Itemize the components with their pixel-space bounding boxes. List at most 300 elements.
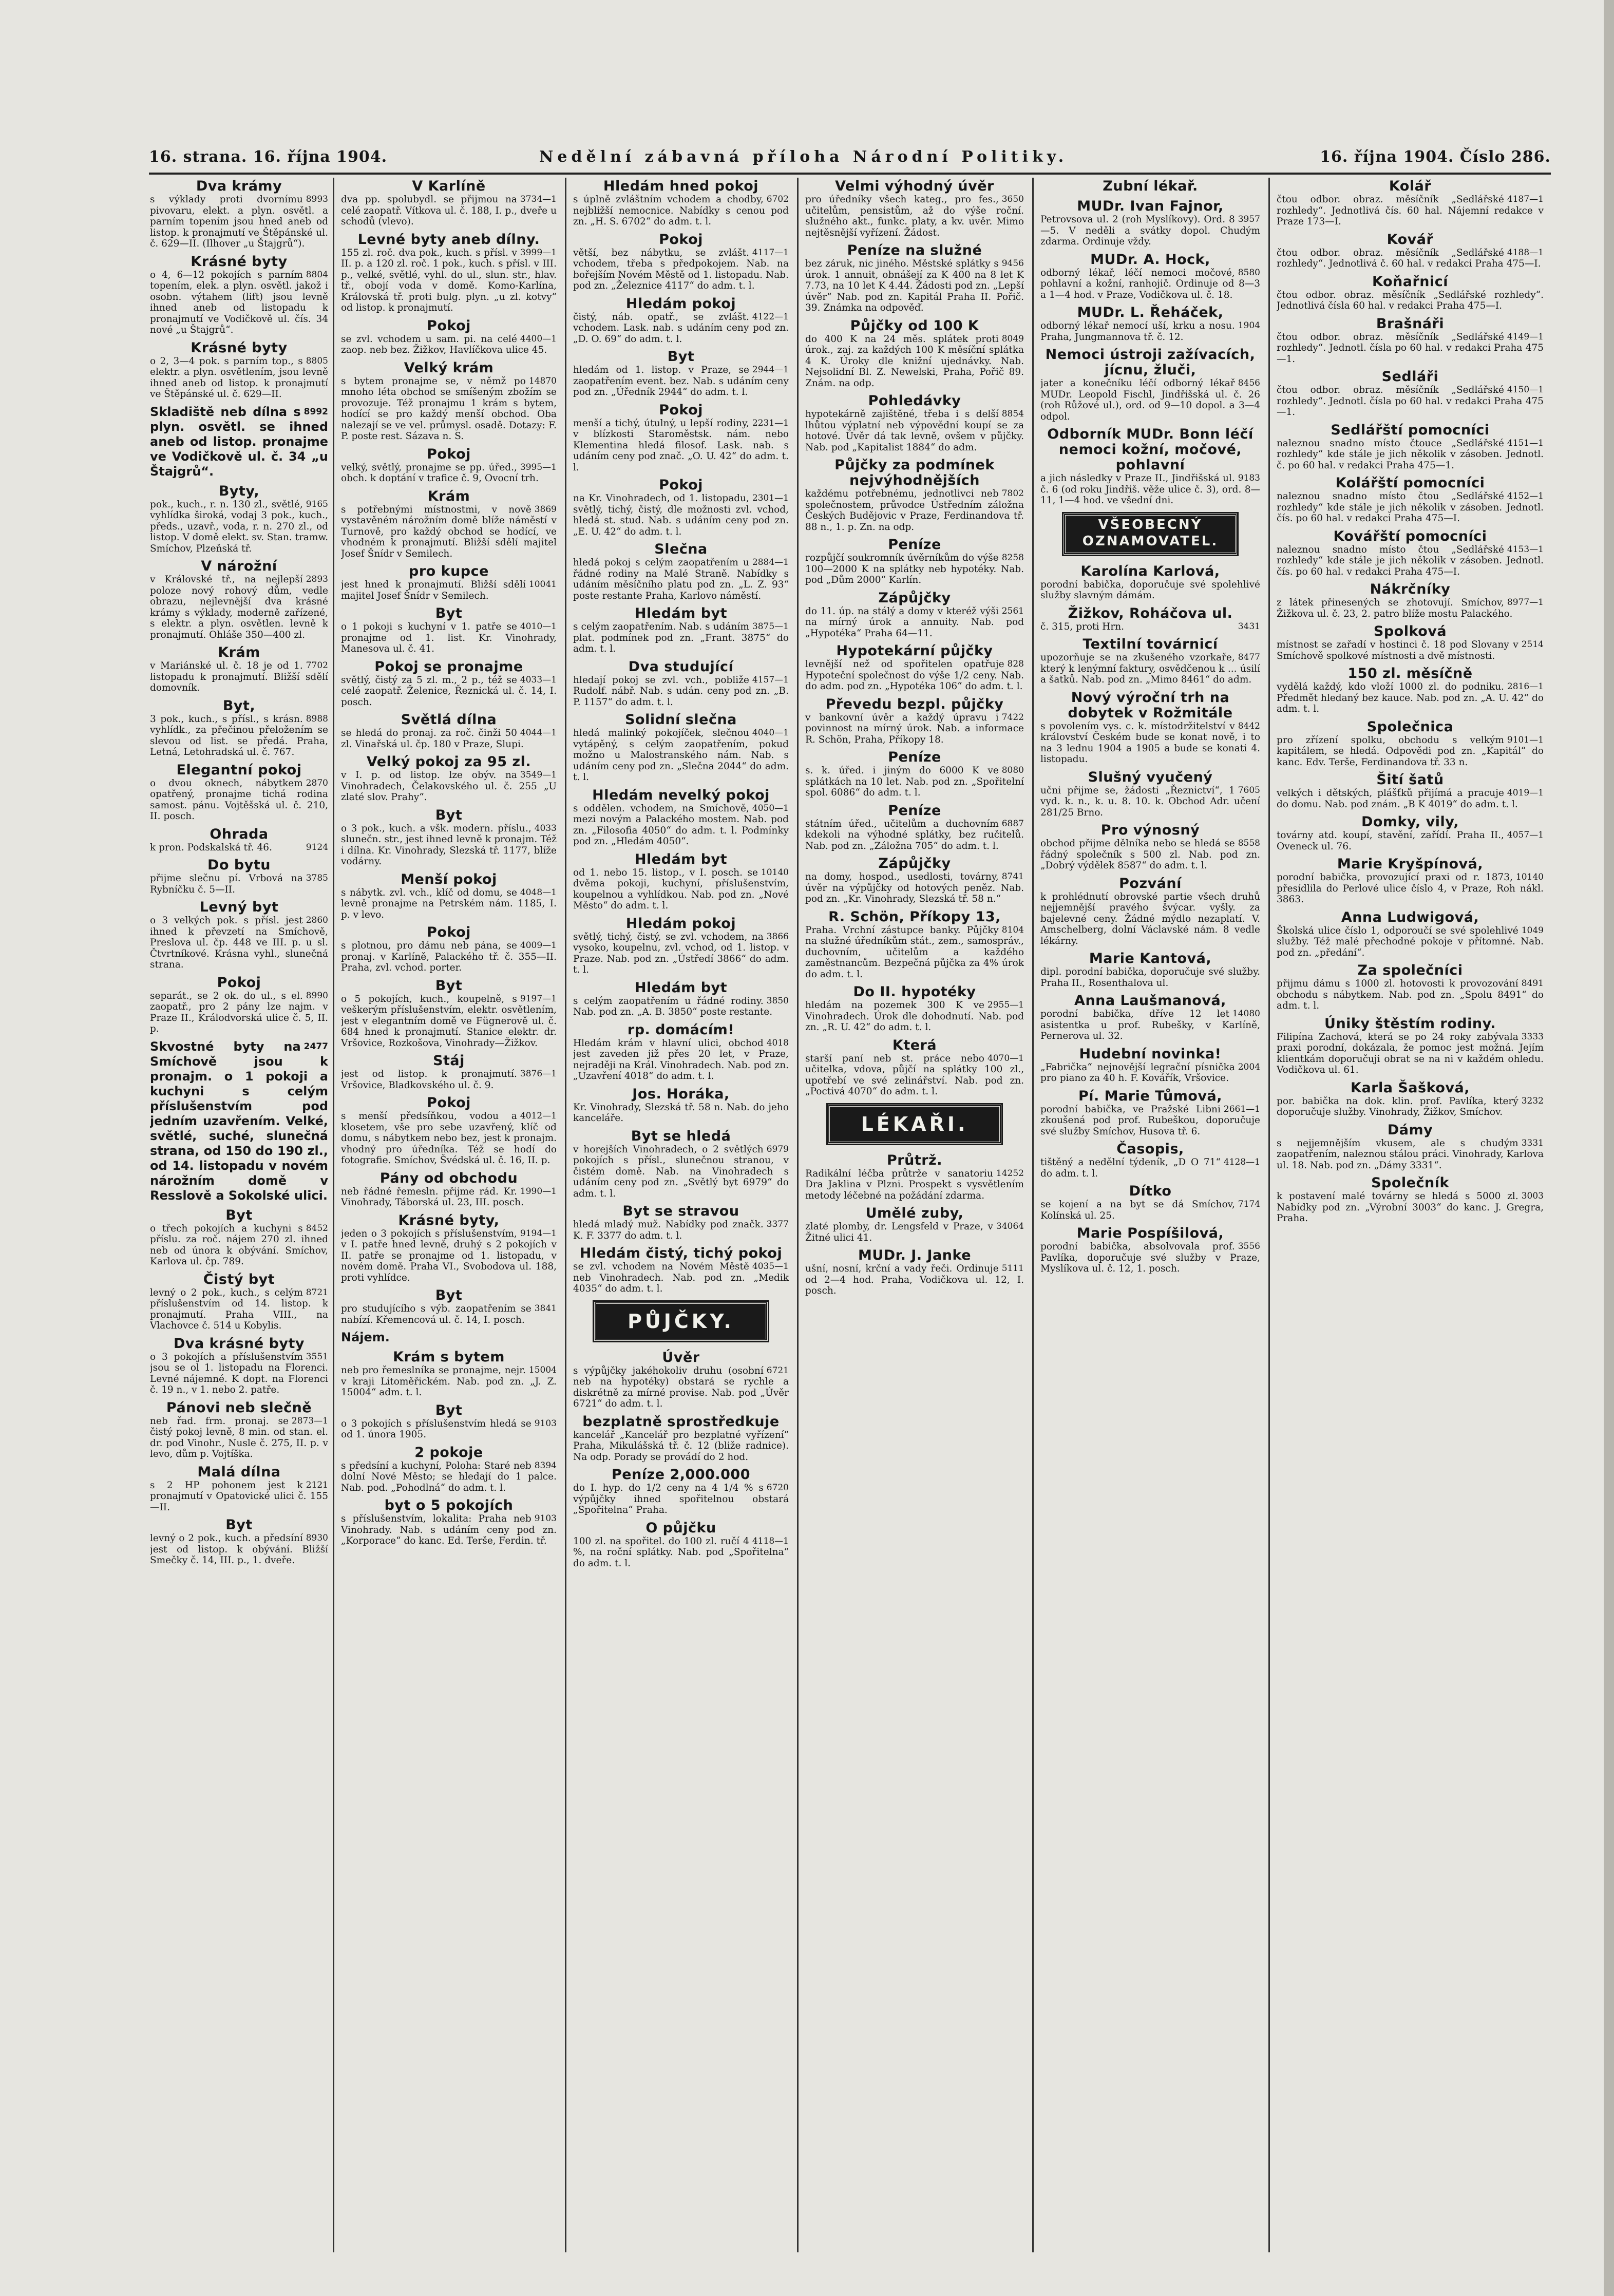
- ad-title: Byty,: [218, 483, 260, 499]
- classified-ad: [805, 318, 1024, 389]
- ad-title: Byt: [225, 1517, 253, 1533]
- ad-reference-number: 3232: [1521, 1095, 1544, 1106]
- classified-ad: [1040, 1047, 1260, 1084]
- ad-reference-number: 4070—1: [987, 1053, 1024, 1064]
- ad-title: Hledám byt: [634, 979, 728, 996]
- ad-text-block: [150, 405, 328, 479]
- ad-text-block: [150, 499, 328, 555]
- ad-text-block: [573, 932, 789, 976]
- classified-ad: [1277, 1016, 1544, 1076]
- ad-title: MUDr. A. Hock,: [1090, 251, 1210, 268]
- ad-text-block: [1040, 966, 1260, 989]
- ad-text-block: [1040, 378, 1260, 422]
- ad-body: s povolením vys. c. k. místodržitelství v království Českém bude se konat nově, i to na 3 lednu 1904 a 1905 a bude se konati 4. listopadu.: [1040, 720, 1260, 765]
- classified-ad: [341, 360, 557, 442]
- ad-reference-number: 4044—1: [520, 728, 557, 738]
- ad-title: V Karlíně: [412, 179, 486, 194]
- ad-body: hledám na pozemek 300 K ve Vinohradech. Úrok dle dohodnutí. Nab. pod zn. „R. U. 42“ do adm. t. l.: [805, 1000, 1024, 1033]
- classified-ad: [341, 754, 557, 803]
- ad-body: Praha. Vrchní zástupce banky. Půjčky na služné úředníkům stát., zem., samospráv., duchovním, učitelům a každého zaměstnancům. Bezpečná půjčka za 4% úrok do adm. t. l.: [805, 924, 1024, 980]
- ad-text-block: [150, 356, 328, 400]
- classified-ad: [150, 827, 328, 853]
- classified-ad: [573, 232, 789, 292]
- ad-title: Byt,: [222, 697, 256, 714]
- classified-ad: [341, 925, 557, 974]
- classified-ad: [805, 1105, 1024, 1144]
- ad-reference-number: 8741: [1001, 871, 1024, 882]
- column-divider: [333, 178, 334, 2252]
- ad-reference-number: 2231—1: [752, 418, 789, 428]
- ad-body: učni přijme se, žádosti „Řeznictví“, 1 vyd. k. n., k. u. 8. 10. k. Obchod Adr. učení 281/25 Brno.: [1040, 785, 1260, 818]
- classified-ad: [1040, 305, 1260, 343]
- ad-reference-number: 3866: [766, 931, 789, 942]
- classified-ad: [1040, 823, 1260, 871]
- classified-ad: [573, 916, 789, 976]
- ad-text-block: [573, 1144, 789, 1200]
- ad-reference-number: 3785: [306, 873, 328, 883]
- ad-text-block: [805, 819, 1024, 852]
- ad-body: k prohlédnutí obrovské partie všech druhů nejjemnější pravého švýcar. vyšly. za bajelevné ceny. Žádné mýdlo nezaplatí. V. Amschelberg, dolní Václavské nám. 8 vedle lékárny.: [1040, 891, 1260, 946]
- ad-text-block: [341, 1513, 557, 1547]
- ad-title: Hledám pokoj: [625, 915, 736, 932]
- ad-title: Světlá dílna: [401, 712, 497, 728]
- ad-text-block: [150, 714, 328, 758]
- ad-body: obchod přijme dělníka nebo se hledá se řádný společník s 500 zl. Nab. pod zn. „Dobrý výdělek 8587“ do adm. t. l.: [1040, 838, 1260, 871]
- ad-reference-number: 9101—1: [1507, 734, 1544, 745]
- ad-title: Kolář: [1389, 179, 1432, 194]
- ad-body: odborný lékař nemocí uší, krku a nosu. Praha, Jungmannova tř. č. 12.: [1040, 320, 1235, 343]
- classified-ad: [573, 542, 789, 601]
- ad-body: v Královské tř., na nejlepší poloze nový rohový dům, vedle obrazu, nejlevnější dva krásné krámy s výklady, moderně zařízené, s elektr. a plyn. osvětlen. levně k pronajmutí. Ohláše 350—400 zl.: [150, 574, 328, 640]
- ad-text-block: [805, 194, 1024, 238]
- section-banner: PŮJČKY.: [594, 1302, 768, 1341]
- ad-title: Hledám nevelký pokoj: [592, 787, 770, 803]
- ad-body: s plotnou, pro dámu neb pána, se pronaj. v Karlíně, Palackého tř. č. 355—II. Praha, zvl. vchod. porter.: [341, 940, 557, 973]
- ad-reference-number: 3431: [1238, 621, 1260, 632]
- ad-text-block: [1040, 1157, 1260, 1179]
- column-divider: [1268, 178, 1270, 2252]
- ad-reference-number: 8854: [1001, 409, 1024, 419]
- ad-body: k postavení malé továrny se hledá s 5000 zl. Nabídky pod zn. „Výrobní 3003“ do kanc. J. Gregra, Praha.: [1277, 1191, 1544, 1224]
- classified-ad: [341, 978, 557, 1049]
- classified-ad: [341, 1445, 557, 1494]
- classified-ad: [805, 458, 1024, 533]
- page-header: [149, 148, 1551, 170]
- classified-ad: [150, 340, 328, 400]
- ad-text-block: [150, 842, 328, 853]
- ad-text-block: [1040, 579, 1260, 601]
- ad-text-block: [341, 248, 557, 314]
- ad-body: jater a konečníku léčí odborný lékař MUDr. Leopold Fischl, Jindřišská ul. č. 26 (roh Růžové ul.), ord. od 9—10 dopol. a 3—4 odpol.: [1040, 378, 1260, 422]
- ad-reference-number: 7605: [1238, 785, 1260, 795]
- classified-ad: [1040, 252, 1260, 301]
- ad-title: Pokoj se pronajme: [374, 658, 523, 675]
- ad-body: upozorňuje se na zkušeného vzorkaře, který k lenýmní faktury, osvědčenou k ... úsilí a šatků. Nab. pod zn. „Mimo 8461“ do adm.: [1040, 652, 1260, 685]
- ad-reference-number: 4157—1: [752, 674, 789, 685]
- ad-reference-number: 8394: [534, 1460, 557, 1471]
- classified-ad: [341, 564, 557, 601]
- ad-title: Velmi výhodný úvěr: [835, 179, 994, 194]
- ad-reference-number: 4128—1: [1223, 1157, 1260, 1167]
- ad-reference-number: 3003: [1521, 1191, 1544, 1201]
- classified-ad: [805, 179, 1024, 238]
- ad-text-block: [1040, 268, 1260, 301]
- ad-title: Průtrž.: [886, 1152, 943, 1168]
- ad-reference-number: 10140: [1515, 872, 1544, 882]
- classified-ad: [150, 559, 328, 640]
- ad-title: Byt: [435, 1287, 463, 1303]
- classified-ad: [150, 484, 328, 555]
- ad-text-block: [805, 871, 1024, 905]
- classified-ad: [150, 1517, 328, 1566]
- classified-ad: [150, 900, 328, 971]
- classified-ad: [805, 750, 1024, 799]
- ad-body: větší, bez nábytku, se zvlášt. vchodem, třeba s předpokojem. Nab. na bořejším Novém Městě od 1. listopadu. Nab. pod zn. „Železnice 4117“ do adm. t. l.: [573, 247, 789, 291]
- ad-body: porodní babička, absolvovala prof. Pavlíka, doporučuje své služby v Praze, Myslíkova ul. č. 12, 1. posch.: [1040, 1241, 1260, 1274]
- ad-text-block: [1277, 830, 1544, 852]
- ad-text-block: [1277, 735, 1544, 768]
- ad-reference-number: 10140: [761, 867, 789, 878]
- classified-ad: [573, 1302, 789, 1341]
- ad-text-block: [150, 991, 328, 1035]
- ad-reference-number: 2860: [306, 915, 328, 925]
- classified-ad: [573, 606, 789, 655]
- ad-text-block: [1277, 332, 1544, 365]
- ad-reference-number: 2873—1: [291, 1415, 328, 1426]
- ad-title: Společnica: [1366, 718, 1454, 735]
- ad-reference-number: 8721: [306, 1287, 328, 1298]
- ad-reference-number: 8477: [1238, 652, 1260, 662]
- ad-title: Krásné byty,: [398, 1212, 500, 1228]
- ad-title: Velký pokoj za 95 zl.: [366, 754, 531, 770]
- classified-column-2: [341, 179, 557, 2253]
- ad-title: Slušný vyučený: [1088, 769, 1213, 785]
- ad-text-block: [150, 915, 328, 971]
- ad-reference-number: 4118—1: [752, 1535, 789, 1546]
- ad-title: Stáj: [433, 1053, 465, 1069]
- classified-ad: [573, 1129, 789, 1200]
- classified-ad: [150, 405, 328, 479]
- ad-reference-number: 2661—1: [1223, 1104, 1260, 1114]
- ad-reference-number: 3556: [1238, 1241, 1260, 1251]
- ad-text-block: [1277, 872, 1544, 905]
- ad-title: Brašnáři: [1376, 315, 1445, 332]
- ad-text-block: [1277, 681, 1544, 715]
- ad-body: Kr. Vinohrady, Slezská tř. 58 n. Nab. do jeho kanceláře.: [573, 1102, 789, 1124]
- ad-title: Dva krámy: [196, 179, 282, 194]
- ad-title: Peníze: [888, 749, 941, 765]
- ad-body: přijmu dámu s 1000 zl. hotovosti k provozování obchodu s nábytkem. Nab. pod zn. „Spolu 8491“ do adm. t. l.: [1277, 978, 1544, 1011]
- classified-ad: [1040, 514, 1260, 555]
- classified-ad: [150, 763, 328, 822]
- ad-body: Filipína Zachová, která se po 24 roky zabývala praxi porodní, dokázala, že pomoc jest možná. Jejím klientkám doporučuji obrat se na ni v každém ohledu. Vodičkova ul. 61.: [1277, 1031, 1544, 1075]
- ad-title: Pokoj: [427, 446, 471, 462]
- classified-ad: [150, 698, 328, 758]
- ad-text-block: [573, 418, 789, 473]
- ad-reference-number: 8805: [306, 355, 328, 366]
- ad-body: levný o 2 pok., kuch., s celým příslušenstvím od 14. listop. k pronajmutí. Praha VIII., na Vlachovce č. 514 u Kobylis.: [150, 1287, 328, 1331]
- ad-text-block: [1277, 1138, 1544, 1171]
- ad-body: neb řádné řemesln. přijme rád. Kr. Vinohrady, Táborská ul. 23, III. posch.: [341, 1186, 524, 1208]
- ad-title: Úvěr: [662, 1349, 700, 1365]
- ad-body: o 3 pok., kuch. a všk. modern. příslu., slunečn. str., jest ihned levně k pronajm. Též i dílna. Kr. Vinohrady, Slezská tř. 1177, blíže vodárny.: [341, 823, 557, 867]
- ad-reference-number: 4009—1: [520, 940, 557, 951]
- classified-ad: [150, 254, 328, 336]
- ad-body: do I. hyp. do 1/2 ceny na 4 1/4 % s výpůjčky ihned spořitelnou obstará „Spořitelna“ Praha.: [573, 1483, 789, 1515]
- ad-text-block: [805, 1000, 1024, 1033]
- ad-reference-number: 3841: [534, 1303, 557, 1314]
- ad-body: o třech pokojích a kuchyni s příslu. za roč. nájem 270 zl. ihned neb od února k obývání. Smíchov, Karlova ul. čp. 789.: [150, 1223, 328, 1267]
- ad-body: 3 pok., kuch., s přísl., s krásn. vyhlídk., za přečinou přeložením se slevou od list. se předá. Praha, Letná, Letohradská ul. č. 767.: [150, 713, 328, 757]
- classified-ad: [805, 1248, 1024, 1297]
- ad-body: s oddělen. vchodem, na Smíchově, mezi novým a Palackého mostem. Nab. pod zn. „Filosofia 4050“ do adm. t. l. Podmínky pod zn. „Hledám 4050“.: [573, 803, 789, 847]
- ad-body: neb pro řemeslníka se pronajme, nejr. v kraji Litoměřickém. Nab. pod zn. „J. Z. 15004“ adm. t. l.: [341, 1365, 557, 1398]
- ad-body: o 5 pokojích, kuch., koupelně, s veškerým příslušenstvím, elektr. osvětlením, jest v elegantním domě ve Fügnerově ul. č. 684 hned k pronajmutí. Stanice elektr. dr. Vršovice, Rozkošova, Vinohrady—Žižkov.: [341, 993, 557, 1049]
- ad-reference-number: 6887: [1001, 818, 1024, 829]
- classified-ad: [573, 296, 789, 345]
- ad-title: Sedláři: [1381, 369, 1439, 385]
- ad-text-block: [341, 1111, 557, 1166]
- classified-column-5: [1040, 179, 1260, 2253]
- ad-text-block: [1277, 438, 1544, 471]
- classified-ad: [1277, 274, 1544, 312]
- ad-text-block: [341, 823, 557, 867]
- ad-body: čtou odbor. obraz. měsíčník „Sedlářské rozhledy“. Jednotl. čísla po 60 hal. v redakci Praha 475—1.: [1277, 385, 1544, 418]
- ad-title: Domky, vily,: [1361, 814, 1459, 830]
- ad-body: státním úřed., učitelům a duchovním kdekoli na výhodné splátky, bez ručitelů. Nab. pod zn. „Záložna 705“ do adm. t. l.: [805, 818, 1024, 851]
- ad-text-block: [1277, 1096, 1544, 1118]
- column-divider: [797, 178, 799, 2252]
- ad-title: 150 zl. měsíčně: [1347, 666, 1473, 681]
- classified-ad: [1040, 1184, 1260, 1221]
- ad-title: Pokoj: [217, 974, 261, 991]
- ad-text-block: [150, 1352, 328, 1396]
- ad-text-block: [341, 940, 557, 974]
- section-banner: VŠEOBECNÝ OZNAMOVATEL.: [1064, 514, 1237, 555]
- ad-text-block: [1040, 1241, 1260, 1275]
- ad-body: hledám od 1. listop. v Praze, se zaopatřením event. bez. Nab. s udáním ceny pod zn. „Úředník 2944“ do adm. t. l.: [573, 365, 789, 397]
- ad-text-block: [341, 1460, 557, 1494]
- ad-reference-number: 14080: [1232, 1009, 1260, 1019]
- ad-body: porodní babička, provozující praxi od r. 1873, přesídlila do Perlové ulice číslo 4, v Praze, Roh nákl. 3863.: [1277, 872, 1544, 905]
- ad-text-block: [341, 887, 557, 921]
- ad-text-block: [341, 1186, 557, 1208]
- ad-title: Sedlářští pomocníci: [1331, 422, 1490, 438]
- classified-ad: [150, 1465, 328, 1513]
- ad-text-block: [573, 1365, 789, 1410]
- ad-reference-number: 4188—1: [1507, 247, 1544, 258]
- classified-ad: [805, 393, 1024, 453]
- ad-title: MUDr. Ivan Fajnor,: [1077, 198, 1224, 214]
- ad-body: hypotekárně zajištěné, třeba i s delší lhůtou výplatní neb výpovědní koupí se za hotové. Úvěr dá tak levně, ovšem v půjčky. Nab. pod „Kapitalist 1884“ do adm.: [805, 409, 1024, 453]
- ad-reference-number: 2816—1: [1507, 681, 1544, 692]
- ad-body: se zvl. vchodem u sam. pi. na celé zaop. neb bez. Žižkov, Havlíčkova ulice 45.: [341, 333, 547, 355]
- classified-ad: [1040, 199, 1260, 248]
- ad-reference-number: 2514: [1521, 639, 1544, 650]
- ad-text-block: [150, 1039, 328, 1203]
- ad-text-block: [341, 675, 557, 708]
- classified-ad: [1277, 719, 1544, 768]
- ad-body: s potřebnými místnostmi, v nově vystavěném nárožním domě blíže náměstí v Turnově, pro každý obchod se hodící, ve vhodném k pronajmutí. Bližší sdělí majitel Josef Šnídr v Semilech.: [341, 504, 557, 559]
- ad-body: v horejších Vinohradech, o 2 světlých pokojích s přísl., slunečnou stranou, v čistém domě. Nab. na Vinohradech s udáním ceny pod zn. „Světlý byt 6979“ do adm. t. l.: [573, 1144, 789, 1199]
- ad-reference-number: 3876—1: [520, 1069, 557, 1079]
- ad-text-block: [573, 728, 789, 783]
- ad-text-block: [573, 1483, 789, 1516]
- ad-text-block: [1040, 1009, 1260, 1042]
- issue-date-number: 16. října 1904. Číslo 286.: [1320, 148, 1551, 166]
- ad-reference-number: 8080: [1001, 765, 1024, 775]
- ad-title: Byt: [435, 807, 463, 823]
- ad-reference-number: 828: [1007, 659, 1024, 669]
- ad-title: Pokoj: [427, 1095, 471, 1111]
- ad-reference-number: 4018: [766, 1037, 789, 1048]
- ad-reference-number: 9124: [306, 842, 328, 852]
- classified-ad: [573, 788, 789, 847]
- ad-reference-number: 4150—1: [1507, 385, 1544, 395]
- ad-text-block: [1277, 248, 1544, 270]
- classified-ad: [1277, 232, 1544, 270]
- ad-body: odborný lékař, léčí nemoci močové, pohlavní a kožní, ranhojič. Ordinuje od 8—3 a 1—4 hod. v Praze, Vodičkova ul. č. 18.: [1040, 267, 1260, 300]
- ad-reference-number: 8104: [1001, 924, 1024, 935]
- ad-text-block: [341, 728, 557, 750]
- ad-reference-number: 9165: [306, 499, 328, 509]
- ad-body: do 400 K na 24 měs. splátek proti úrok., zaj. za každých 100 K měsíční splátka 4 K. Úroky dle knižní ujednávky. Nab. Nejsolidní Bl. Z. Newelski, Praha, Pořič 89. Znám. na odp.: [805, 333, 1024, 389]
- ad-reference-number: 4057—1: [1507, 830, 1544, 840]
- ad-body: zlaté plomby, dr. Lengsfeld v Praze, v Žitné ulici 41.: [805, 1221, 993, 1243]
- ad-body: levný o 2 pok., kuch. a předsíní jest od listop. k obývání. Bližší Smečky č. 14, III. p., 1. dveře.: [150, 1533, 328, 1566]
- classified-ad: [573, 1521, 789, 1569]
- ad-reference-number: 6979: [766, 1144, 789, 1154]
- ad-text-block: [573, 1430, 789, 1463]
- ad-reference-number: 2870: [306, 777, 328, 788]
- ad-text-block: [573, 194, 789, 227]
- ad-body: světlý, tichý, čistý, se zvl. vchodem, na vysoko, koupelnu, zvl. vchod, od 1. listop. v Praze. Nab. pod zn. „Ústředí 3866“ do adm. t. l.: [573, 931, 789, 975]
- ad-title: Byt se stravou: [622, 1203, 739, 1219]
- ad-body: k pron. Podskalská tř. 46.: [150, 842, 272, 853]
- ad-reference-number: 1990—1: [520, 1186, 557, 1197]
- ad-title: Anna Ludwigová,: [1341, 909, 1479, 925]
- classified-ad: [341, 1213, 557, 1284]
- ad-reference-number: 8442: [1238, 720, 1260, 731]
- ad-reference-number: 3869: [534, 504, 557, 515]
- ad-text-block: [1040, 1199, 1260, 1221]
- classified-ad: [1277, 529, 1544, 578]
- ad-body: Hledám krám v hlavní ulici, obchod jest zaveden již přes 20 let, v Praze, nejraději na Král. Vinohradech. Nab. pod zn. „Uzavření 4018“ do adm. t. l.: [573, 1037, 789, 1081]
- ad-title: Zápůjčky: [878, 590, 951, 606]
- ad-reference-number: 2561: [1001, 605, 1024, 616]
- ad-text-block: [573, 1102, 789, 1124]
- classified-ad: [805, 909, 1024, 980]
- ad-reference-number: 4187—1: [1507, 194, 1544, 204]
- ad-body: každému potřebnému, jednotlivci neb společnostem, průvodce Ústředním záložna Českých Budějovic v Praze, Ferdinandova tř. 88 n., 1. p. Zn. na odp.: [805, 488, 1024, 533]
- ad-reference-number: 4033: [534, 823, 557, 833]
- classified-ad: [341, 712, 557, 750]
- classified-ad: [341, 1053, 557, 1091]
- classified-ad: [573, 349, 789, 398]
- ad-title: Hledám pokoj: [625, 295, 736, 312]
- ad-body: se kojení a na byt se dá Smíchov, Kolínská ul. 25.: [1040, 1199, 1235, 1221]
- ad-body: hledá pokoj s celým zaopatřením u řádné rodiny na Malé Straně. Nabídky s udáním měsíčního platu pod zn. „L. Z. 93“ poste restante Praha, Karlovo náměstí.: [573, 557, 789, 601]
- classified-ad: [573, 1204, 789, 1241]
- classified-ad: [1040, 951, 1260, 989]
- ad-text-block: [573, 1536, 789, 1569]
- ad-text-block: [341, 376, 557, 442]
- ad-body: porodní babička, dříve 12 let asistentka u prof. Rubešky, v Karlíně, Pernerova ul. 32.: [1040, 1009, 1260, 1041]
- ad-text-block: [573, 675, 789, 708]
- ad-text-block: [1040, 1104, 1260, 1137]
- classified-ad: [150, 1336, 328, 1396]
- classified-ad: [150, 1208, 328, 1267]
- ad-body: s úplně zvláštním vchodem a chodby, nejbližší nemocnice. Nabídky s cenou pod zn. „H. S. 6702“ do adm. t. l.: [573, 194, 789, 227]
- ad-text-block: [150, 873, 328, 895]
- classified-ad: [1277, 772, 1544, 810]
- classified-ad: [150, 858, 328, 895]
- ad-body: čtou odbor. obraz. měsíčník „Sedlářské rozhledy“. Jednotlivá čís. 60 hal. Nájemní redakce v Praze 173—I.: [1277, 194, 1544, 227]
- ad-reference-number: 3333: [1521, 1031, 1544, 1042]
- ad-title: Textilní továrnicí: [1083, 636, 1218, 652]
- ad-reference-number: 4033—1: [520, 674, 557, 685]
- ad-title: Koňařnicí: [1372, 273, 1448, 290]
- ad-title: Anna Laušmanová,: [1074, 993, 1226, 1009]
- ad-body: s příslušenstvím, lokalita: Praha neb Vinohrady. Nab. s udáním ceny pod zn. „Korporace“ do kanc. Ed. Terše, Ferdin. tř.: [341, 1513, 557, 1546]
- ad-reference-number: 4010—1: [520, 621, 557, 632]
- ad-text-block: [341, 1303, 557, 1325]
- ad-title: Krásné byty: [191, 253, 288, 270]
- ad-title: Zubní lékař.: [1103, 179, 1198, 194]
- ad-reference-number: 14870: [528, 375, 557, 386]
- classified-ad: [1277, 1123, 1544, 1171]
- ad-title: Do II. hypotéky: [853, 984, 976, 1000]
- classified-ad: [573, 1246, 789, 1295]
- ad-reference-number: 4400—1: [520, 333, 557, 344]
- ad-title: Půjčky za podmínek nejvýhodnějších: [834, 457, 995, 488]
- ad-title: Slečna: [654, 541, 708, 557]
- classified-ad: [341, 808, 557, 867]
- ad-reference-number: 8049: [1001, 333, 1024, 344]
- classified-ad: [1277, 857, 1544, 905]
- ad-body: naleznou snadno místo čtou „Sedlářské rozhledy“ kde stále je jich několik v zásoben. Jednotl. čís. po 60 hal. v redakci Praha 475—I.: [1277, 544, 1544, 577]
- ad-title: Dva krásné byty: [173, 1335, 305, 1352]
- ad-title: Byt: [225, 1207, 253, 1223]
- ad-reference-number: 10041: [528, 579, 557, 590]
- classified-ad: [573, 1022, 789, 1082]
- ad-text-block: [1277, 597, 1544, 619]
- ad-text-block: [805, 712, 1024, 746]
- ad-reference-number: 4122—1: [752, 311, 789, 322]
- classified-ad: [573, 179, 789, 227]
- ad-body: od 1. nebo 15. listop., v I. posch. se dvěma pokoji, kuchyní, příslušenstvím, koupelnou a vyhlídkou. Nab. pod zn. „Nové Město“ do adm. t. l.: [573, 867, 789, 911]
- classified-column-3: [573, 179, 789, 2253]
- ad-title: Půjčky od 100 K: [850, 317, 979, 334]
- classified-ad: [1277, 476, 1544, 524]
- ad-body: rozpůjčí soukromník úvěrníkům do výše 100—2000 K na splátky neb hypotéky. Nab. pod „Dům 2000“ Karlín.: [805, 553, 1024, 585]
- ad-title: Pokoj: [659, 231, 703, 248]
- ad-title: Peníze 2,000.000: [611, 1467, 751, 1483]
- ad-text-block: [150, 574, 328, 640]
- ad-reference-number: 8990: [306, 990, 328, 1001]
- ad-reference-number: 4149—1: [1507, 331, 1544, 342]
- ad-body: s celým zaopatřením u řádné rodiny. Nab. pod zn. „A. B. 3850“ poste restante.: [573, 995, 773, 1017]
- ad-title: Kovář: [1387, 231, 1434, 248]
- ad-reference-number: 2477: [303, 1041, 328, 1052]
- classified-ad: [1040, 993, 1260, 1042]
- ad-title: Menší pokoj: [401, 871, 497, 887]
- ad-title: Která: [892, 1037, 937, 1053]
- ad-body: čtou odbor. obraz. měsíčník „Sedlářské rozhledy“. Jednotlivá č. 60 hal. v redakci Praha 475—I.: [1277, 247, 1541, 269]
- ad-text-block: [1277, 788, 1544, 810]
- ad-reference-number: 3549—1: [520, 770, 557, 780]
- classified-ad: [1277, 369, 1544, 418]
